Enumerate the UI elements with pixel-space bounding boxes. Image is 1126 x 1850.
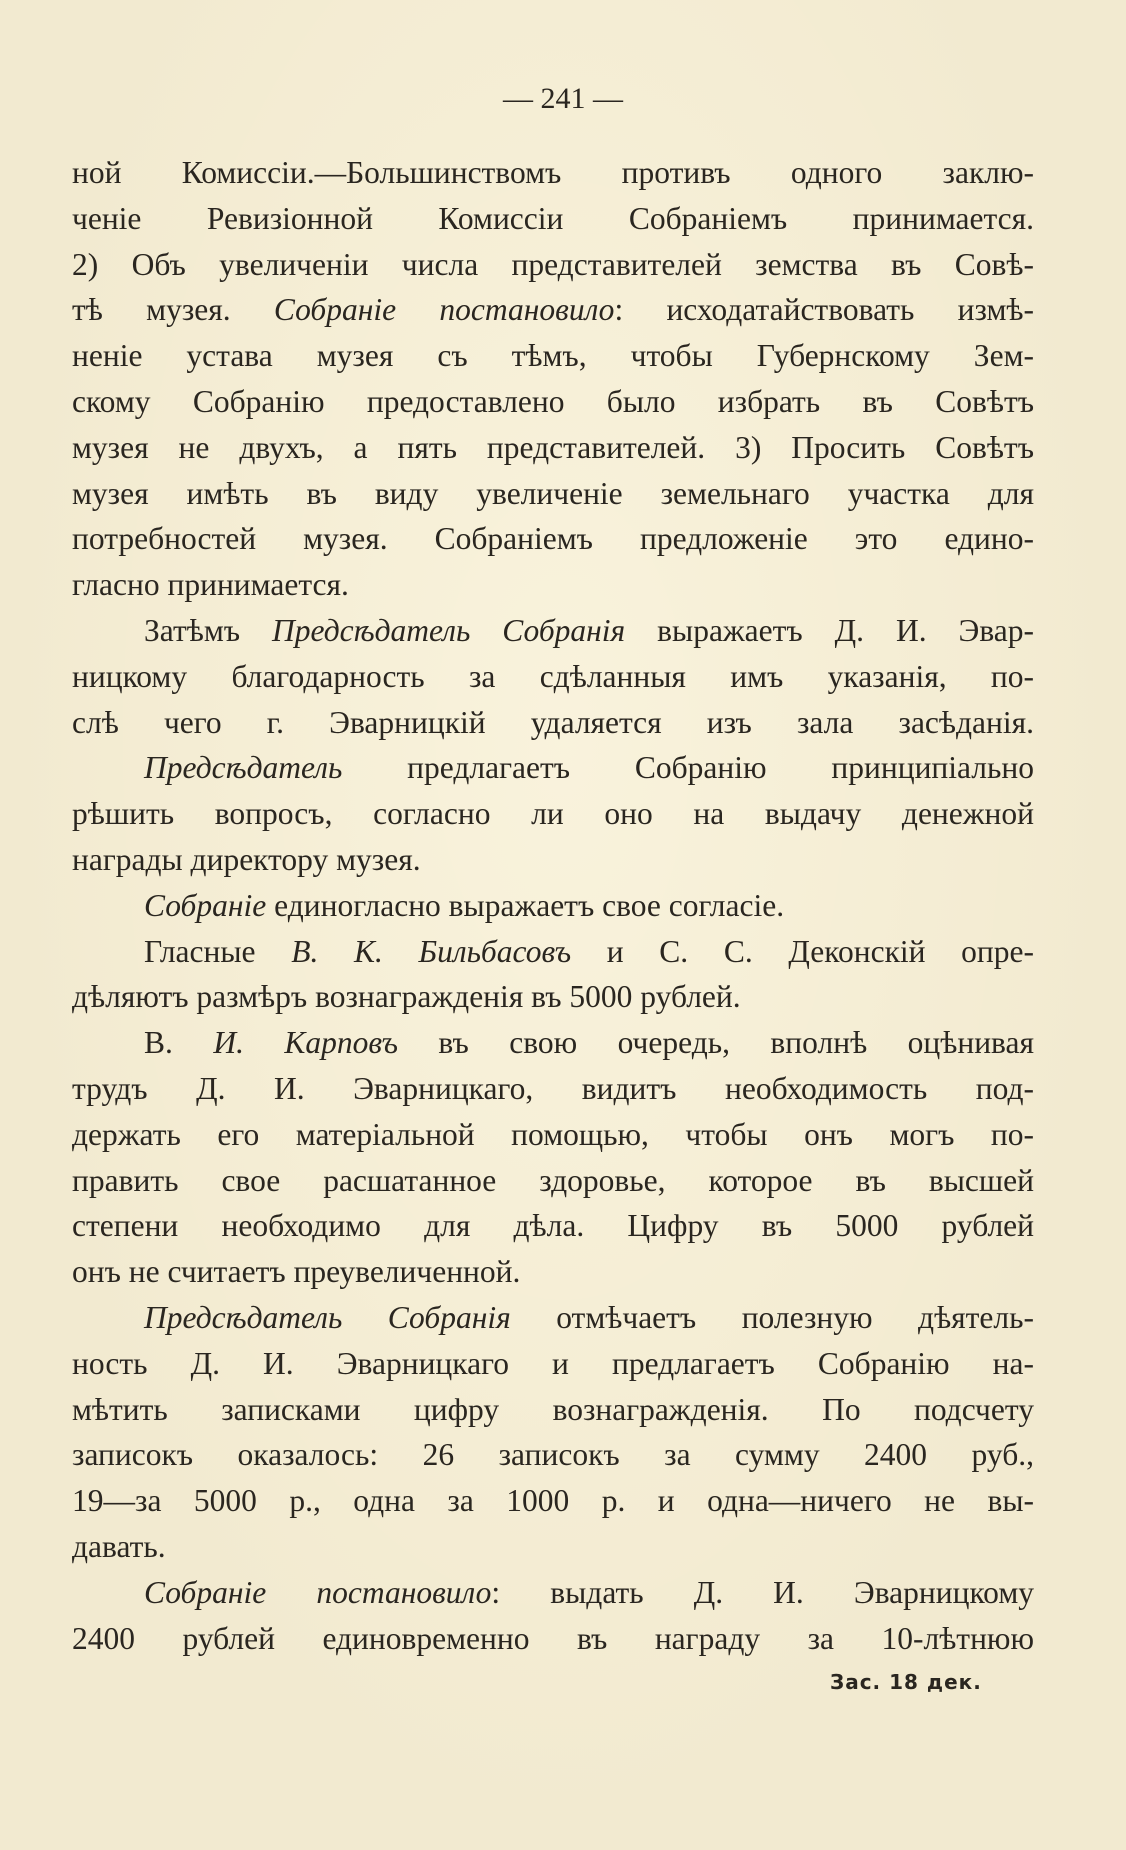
text-line (72, 883, 1034, 929)
text-line (72, 1158, 1034, 1204)
text-run: въ свою очередь, вполнѣ оцѣнивая (397, 1025, 1034, 1061)
italic-text-run: И. Карповъ (213, 1025, 398, 1061)
text-line (72, 1478, 1034, 1524)
text-line (72, 242, 1034, 288)
text-run: слѣ чего г. Эварницкій удаляется изъ зала засѣданія. (72, 704, 1034, 740)
text-run: трудъ Д. И. Эварницкаго, видитъ необходимость под- (72, 1070, 1034, 1106)
text-run: 19—за 5000 р., одна за 1000 р. и одна—ничего не вы- (72, 1483, 1034, 1519)
text-run: рѣшить вопросъ, согласно ли оно на выдачу денежной (72, 796, 1034, 832)
text-run: мѣтить записками цифру вознагражденія. По подсчету (72, 1391, 1034, 1427)
text-line (72, 1203, 1034, 1249)
text-line (72, 1295, 1034, 1341)
italic-text-run: Собраніе постановило (144, 1574, 492, 1610)
text-run: держать его матеріальной помощью, чтобы онъ могъ по- (72, 1116, 1034, 1152)
text-line (72, 1249, 1034, 1295)
text-line (72, 837, 1034, 883)
text-line (72, 562, 1034, 608)
text-line (72, 608, 1034, 654)
text-run: дѣляютъ размѣръ вознагражденія въ 5000 рублей. (72, 979, 741, 1015)
italic-text-run: Собраніе постановило (273, 292, 615, 328)
page-number: — 241 — (503, 82, 623, 115)
text-line (72, 333, 1034, 379)
running-footer: Зас. 18 дек. (830, 1670, 982, 1694)
text-run: тѣ музея. (72, 292, 274, 328)
italic-text-run: В. К. Бильбасовъ (291, 933, 572, 969)
text-line (72, 700, 1034, 746)
text-run: музея не двухъ, а пять представителей. 3) Просить Совѣтъ (72, 429, 1034, 465)
italic-text-run: Предсѣдатель Собранія (144, 1299, 511, 1335)
text-line (72, 287, 1034, 333)
text-run: ной Комиссіи.—Большинствомъ противъ одного заклю- (72, 155, 1034, 190)
text-run: онъ не считаетъ преувеличенной. (72, 1254, 521, 1290)
text-line (72, 1020, 1034, 1066)
text-line (72, 379, 1034, 425)
italic-text-run: Предсѣдатель (144, 750, 343, 786)
text-run: отмѣчаетъ полезную дѣятель- (510, 1299, 1034, 1335)
text-line (72, 791, 1034, 837)
text-run: записокъ оказалось: 26 записокъ за сумму 2400 руб., (72, 1437, 1034, 1473)
text-run: Гласные (144, 933, 292, 969)
italic-text-run: Предсѣдатель Собранія (272, 612, 626, 648)
text-line (72, 516, 1034, 562)
text-run: : выдать Д. И. Эварницкому (491, 1574, 1034, 1610)
text-run: В. (144, 1025, 214, 1061)
text-run: предлагаетъ Собранію принципіально (342, 750, 1034, 786)
text-run: : исходатайствовать измѣ- (614, 292, 1035, 328)
text-line (72, 1432, 1034, 1478)
text-line (72, 1387, 1034, 1433)
body-text (72, 150, 1034, 1661)
text-line (72, 196, 1034, 242)
text-run: ность Д. И. Эварницкаго и предлагаетъ Собранію на- (72, 1345, 1034, 1381)
text-line (72, 1524, 1034, 1570)
text-run: потребностей музея. Собраніемъ предложеніе это едино- (72, 521, 1034, 557)
text-run: 2) Объ увеличеніи числа представителей земства въ Совѣ- (72, 246, 1034, 282)
text-run: и С. С. Деконскій опре- (571, 933, 1034, 969)
text-run: награды директору музея. (72, 841, 421, 877)
text-run: Затѣмъ (144, 612, 272, 648)
text-line (72, 1616, 1034, 1662)
text-run: выражаетъ Д. И. Эвар- (625, 612, 1035, 648)
text-run: гласно принимается. (72, 567, 349, 603)
text-run: музея имѣть въ виду увеличеніе земельнаго участка для (72, 475, 1034, 511)
text-line (72, 1112, 1034, 1158)
text-run: скому Собранію предоставлено было избрать въ Совѣтъ (72, 383, 1034, 419)
text-line (72, 471, 1034, 517)
text-run: степени необходимо для дѣла. Цифру въ 5000 рублей (72, 1208, 1034, 1244)
text-line (72, 974, 1034, 1020)
text-line (72, 745, 1034, 791)
text-run: единогласно выражаетъ свое согласіе. (266, 887, 785, 923)
text-run: ницкому благодарность за сдѣланныя имъ указанія, по- (72, 658, 1034, 694)
text-line (72, 929, 1034, 975)
text-line (72, 1066, 1034, 1112)
text-line (72, 425, 1034, 471)
text-run: ченіе Ревизіонной Комиссіи Собраніемъ принимается. (72, 200, 1034, 236)
italic-text-run: Собраніе (144, 887, 267, 923)
text-line (72, 1341, 1034, 1387)
text-run: неніе устава музея съ тѣмъ, чтобы Губернскому Зем- (72, 338, 1034, 374)
text-line (72, 654, 1034, 700)
text-run: давать. (72, 1528, 166, 1564)
text-run: 2400 рублей единовременно въ награду за 10-лѣтнюю (72, 1620, 1034, 1656)
text-run: править свое расшатанное здоровье, которое въ высшей (72, 1162, 1034, 1198)
text-line (72, 1570, 1034, 1616)
text-line (72, 150, 1034, 196)
